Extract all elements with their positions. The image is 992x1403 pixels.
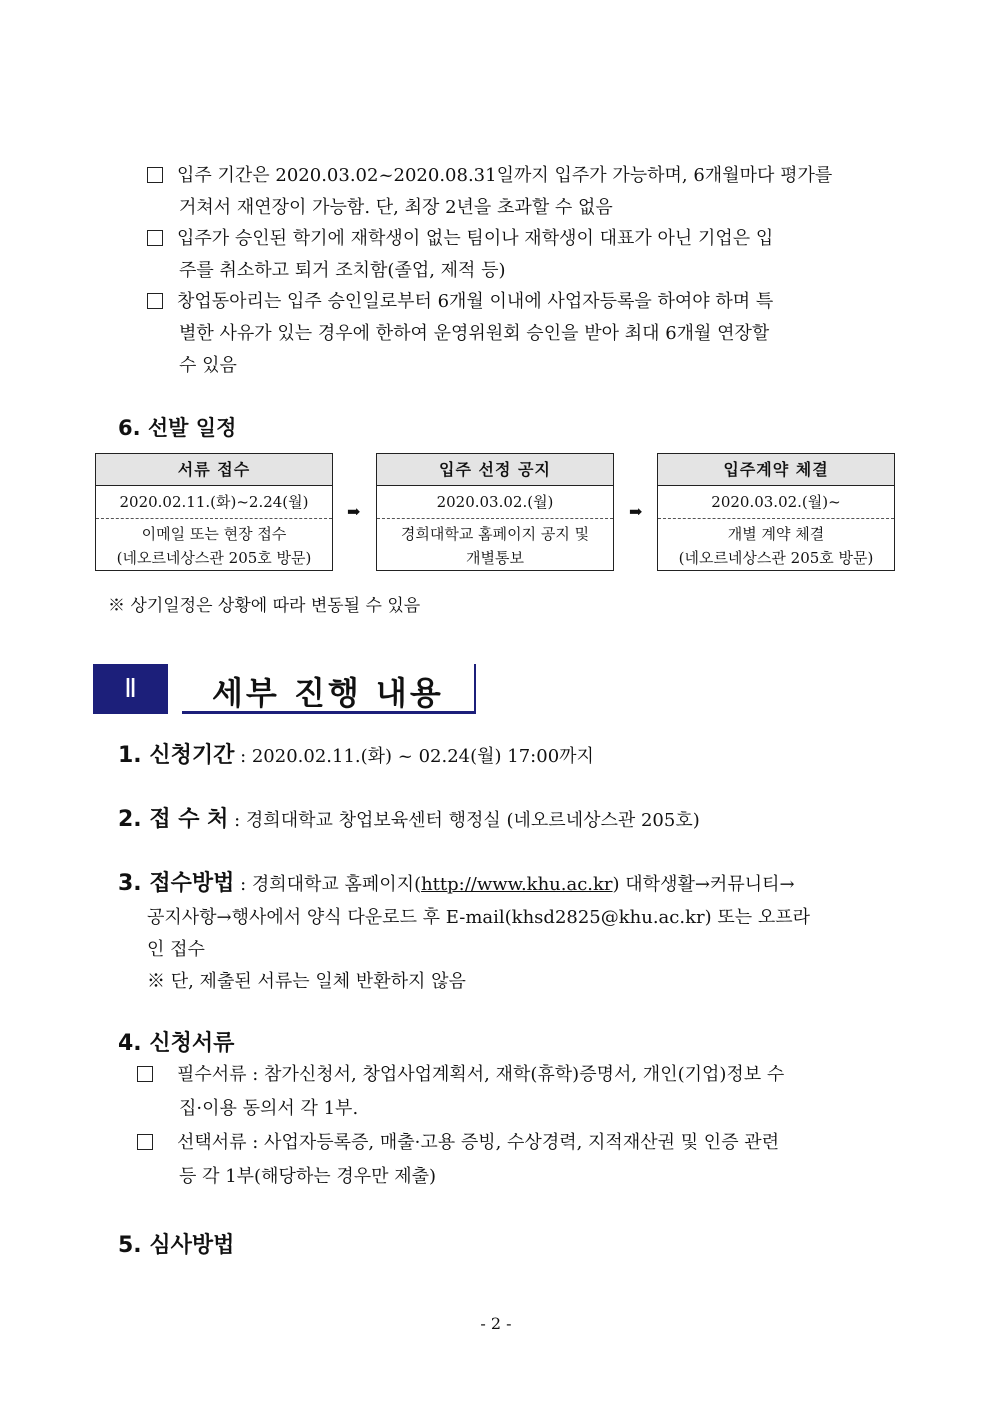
item-body: : 경희대학교 홈페이지( <box>234 874 422 895</box>
checkbox-square-icon <box>147 167 163 183</box>
checkbox-square-icon <box>137 1134 153 1150</box>
item-review-method <box>118 1228 234 1259</box>
homepage-link[interactable]: http://www.khu.ac.kr <box>421 874 613 895</box>
schedule-step <box>657 453 895 571</box>
schedule-step-date: 2020.03.02.(월) <box>377 486 613 519</box>
bullet-line: 주를 취소하고 퇴거 조치함(졸업, 제적 등) <box>179 260 506 281</box>
bullet-item <box>147 286 899 382</box>
schedule-step-desc: 이메일 또는 현장 접수 <box>141 525 287 543</box>
chapter-title: 세부 진행 내용 <box>212 674 444 712</box>
checkbox-square-icon <box>147 293 163 309</box>
schedule-step-title: 서류 접수 <box>96 454 332 486</box>
schedule-step-title: 입주계약 체결 <box>658 454 894 486</box>
item-heading: 5. 심사방법 <box>118 1233 235 1258</box>
arrow-right-icon: ➡ <box>629 502 643 521</box>
item-body-line: 공지사항→행사에서 양식 다운로드 후 E-mail(khsd2825@khu.ac.kr) 또는 오프라 <box>147 907 811 928</box>
schedule-step-desc: 경희대학교 홈페이지 공지 및 <box>400 525 590 543</box>
doc-line: 등 각 1부(해당하는 경우만 제출) <box>179 1166 437 1187</box>
doc-item <box>137 1126 902 1194</box>
item-required-docs <box>118 1026 234 1057</box>
schedule-step-title: 입주 선정 공지 <box>377 454 613 486</box>
item-heading: 2. 접 수 처 <box>118 807 229 832</box>
schedule-step-desc: (네오르네상스관 205호 방문) <box>678 549 874 567</box>
item-submission-place <box>118 802 700 833</box>
schedule-step <box>95 453 333 571</box>
schedule-step-date: 2020.03.02.(월)~ <box>658 486 894 519</box>
page-number: - 2 - <box>480 1314 512 1333</box>
schedule-step-desc: 개별통보 <box>466 549 524 567</box>
bullet-line: 입주가 승인된 학기에 재학생이 없는 팀이나 재학생이 대표가 아닌 기업은 입 <box>177 228 774 249</box>
schedule-step-desc: 개별 계약 체결 <box>727 525 825 543</box>
bullet-line: 별한 사유가 있는 경우에 한하여 운영위원회 승인을 받아 최대 6개월 연장할 <box>179 323 770 344</box>
item-body-line: 인 접수 <box>147 939 205 960</box>
bullet-line: 거쳐서 재연장이 가능함. 단, 최장 2년을 초과할 수 없음 <box>179 197 613 218</box>
doc-line: 집·이용 동의서 각 1부. <box>179 1098 359 1119</box>
item-heading: 3. 접수방법 <box>118 871 235 896</box>
item-note: ※ 단, 제출된 서류는 일체 반환하지 않음 <box>147 971 466 992</box>
bullet-line: 창업동아리는 입주 승인일로부터 6개월 이내에 사업자등록을 하여야 하며 특 <box>177 291 774 312</box>
item-heading: 1. 신청기간 <box>118 743 235 768</box>
checkbox-square-icon <box>137 1066 153 1082</box>
bullet-line: 수 있음 <box>179 355 237 376</box>
checkbox-square-icon <box>147 230 163 246</box>
section-heading: 6. 선발 일정 <box>118 416 237 440</box>
item-body: : 경희대학교 창업보육센터 행정실 (네오르네상스관 205호) <box>228 810 700 831</box>
bullet-item <box>147 223 899 287</box>
bullet-item <box>147 160 899 224</box>
item-body: ) 대학생활→커뮤니티→ <box>612 874 795 895</box>
schedule-step-desc: (네오르네상스관 205호 방문) <box>116 549 312 567</box>
schedule-step-date: 2020.02.11.(화)~2.24(월) <box>96 486 332 519</box>
item-application-period <box>118 738 594 769</box>
chapter-title-box <box>182 664 476 714</box>
doc-item <box>137 1058 902 1126</box>
item-submission-method <box>118 866 795 897</box>
doc-line: 필수서류 : 참가신청서, 창업사업계획서, 재학(휴학)증명서, 개인(기업)정보 수 <box>177 1064 785 1085</box>
arrow-right-icon: ➡ <box>347 502 361 521</box>
schedule-step <box>376 453 614 571</box>
chapter-number: Ⅱ <box>93 664 168 714</box>
item-heading: 4. 신청서류 <box>118 1031 235 1056</box>
schedule-note: ※ 상기일정은 상황에 따라 변동될 수 있음 <box>108 596 421 616</box>
item-body: : 2020.02.11.(화) ~ 02.24(월) 17:00까지 <box>234 746 594 767</box>
bullet-line: 입주 기간은 2020.03.02~2020.08.31일까지 입주가 가능하며, 6개월마다 평가를 <box>177 165 833 186</box>
doc-line: 선택서류 : 사업자등록증, 매출·고용 증빙, 수상경력, 지적재산권 및 인증 관련 <box>177 1132 780 1153</box>
